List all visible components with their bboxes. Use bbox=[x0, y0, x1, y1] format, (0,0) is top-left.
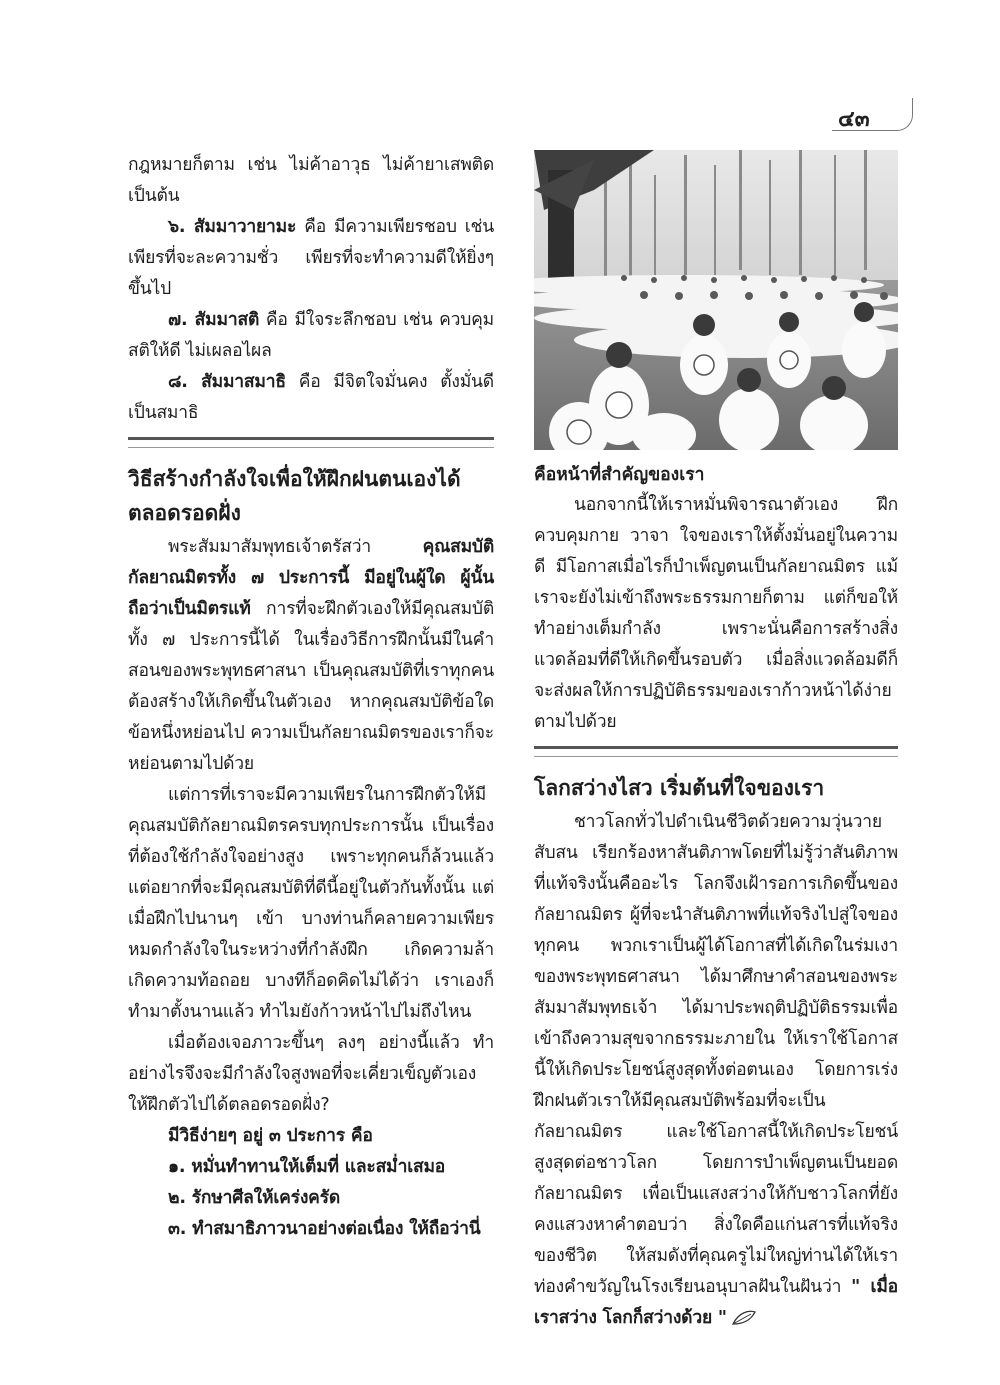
item-title: ๘. สัมมาสมาธิ bbox=[168, 372, 286, 392]
section-heading: วิธีสร้างกำลังใจเพื่อให้ฝึกฝนตนเองได้ตลอดรอดฝั่ง bbox=[128, 467, 461, 525]
paragraph-lead: พระสัมมาสัมพุทธเจ้าตรัสว่า bbox=[168, 537, 423, 557]
paragraph-text: ชาวโลกทั่วไปดำเนินชีวิตด้วยความวุ่นวาย สับสน เรียกร้องหาสันติภาพโดยที่ไม่รู้ว่าสันติภาพที่แท้จริงนั้นคืออะไร โลกจึงเฝ้ารอการเกิดขึ้นของกัลยาณมิตร ผู้ที่จะนำสันติภาพที่แท้จริงไปสู่ใจของทุกคน พวกเราเป็นผู้ได้โอกาสที่ได้เกิดในร่มเงาของพระพุทธศาสนา ได้มาศึกษาคำสอนของพระสัมมาสัมพุทธเจ้า ได้มาประพฤติปฏิบัติธรรมเพื่อเข้าถึงความสุขจากธรรมะภายใน ให้เราใช้โอกาสนี้ให้เกิดประโยชน์สูงสุดทั้งต่อตนเอง โดยการเร่งฝึกฝนตัวเราให้มีคุณสมบัติพร้อมที่จะเป็นกัลยาณมิตร และใช้โอกาสนี้ให้เกิดประโยชน์สูงสุดต่อชาวโลก โดยการบำเพ็ญตนเป็นยอดกัลยาณมิตร เพื่อเป็นแสงสว่างให้กับชาวโลกที่ยังคงแสวงหาคำตอบว่า สิ่งใดคือแก่นสารที่แท้จริงของชีวิต ให้สมดังที่คุณครูไม่ใหญ่ท่านได้ให้เราท่องคำขวัญในโรงเรียนอนุบาลฝันในฝันว่า bbox=[534, 812, 898, 1297]
item-title: ๗. สัมมาสติ bbox=[168, 310, 260, 330]
section-divider bbox=[128, 437, 494, 448]
item-text: คือ มีจิตใจมั่นคง ตั้งมั่นดี เป็นสมาธิ bbox=[128, 372, 494, 423]
left-column bbox=[128, 150, 494, 1245]
paragraph: เมื่อต้องเจอภาวะขึ้นๆ ลงๆ อย่างนี้แล้ว ทำอย่างไรจึงจะมีกำลังใจสูงพอที่จะเคี่ยวเข็ญตัวเองให้ฝึกตัวไปได้ตลอดรอดฝั่ง? bbox=[128, 1033, 494, 1115]
list-item: ๑. หมั่นทำทานให้เต็มที่ และสม่ำเสมอ bbox=[168, 1157, 446, 1177]
leaf-ornament-icon bbox=[731, 1310, 757, 1326]
paragraph bbox=[534, 807, 898, 1334]
item-text: คือ มีใจระลึกชอบ เช่น ควบคุมสติให้ดี ไม่เผลอไผล bbox=[128, 310, 494, 361]
list-item-7 bbox=[128, 305, 494, 367]
list-item: ๒. รักษาศีลให้เคร่งครัด bbox=[168, 1188, 341, 1208]
list-item-6 bbox=[128, 212, 494, 305]
paragraph-rest: การที่จะฝึกตัวเองให้มีคุณสมบัติทั้ง ๗ ประการนี้ได้ ในเรื่องวิธีการฝึกนั้นมีในคำสอนของพระพุทธศาสนา เป็นคุณสมบัติที่เราทุกคนต้องสร้างให้เกิดขึ้นในตัวเอง หากคุณสมบัติข้อใดข้อหนึ่งหย่อนไป ความเป็นกัลยาณมิตรของเราก็จะหย่อนตามไปด้วย bbox=[128, 599, 494, 774]
paragraph: แต่การที่เราจะมีความเพียรในการฝึกตัวให้มีคุณสมบัติกัลยาณมิตรครบทุกประการนั้น เป็นเรื่องที่ต้องใช้กำลังใจอย่างสูง เพราะทุกคนก็ล้วนแล้วแต่อยากที่จะมีคุณสมบัติที่ดีนี้อยู่ในตัวกันทั้งนั้น แต่เมื่อฝึกไปนานๆ เข้า บางท่านก็คลายความเพียร หมดกำลังใจในระหว่างที่กำลังฝึก เกิดความล้า เกิดความท้อถอย บางทีก็อดคิดไม่ได้ว่า เราเองก็ทำมาตั้งนานแล้ว ทำไมยังก้าวหน้าไปไม่ถึงไหน bbox=[128, 785, 494, 1022]
list-item: ๓. ทำสมาธิภาวนาอย่างต่อเนื่อง ให้ถือว่านี่ bbox=[168, 1219, 481, 1239]
paragraph-emphasis: คุณสมบัติกัลยาณมิตรทั้ง ๗ ประการนี้ มีอยู่ในผู้ใด ผู้นั้นถือว่าเป็นมิตรแท้ bbox=[128, 537, 494, 619]
meditation-photo bbox=[534, 150, 898, 450]
paragraph: กฎหมายก็ตาม เช่น ไม่ค้าอาวุธ ไม่ค้ายาเสพติด เป็นต้น bbox=[128, 155, 494, 206]
paragraph bbox=[128, 532, 494, 780]
item-title: ๖. สัมมาวายามะ bbox=[168, 217, 297, 237]
closing-quote: " เมื่อเราสว่าง โลกก็สว่างด้วย " bbox=[534, 1277, 898, 1328]
section-heading: โลกสว่างไสว เริ่มต้นที่ใจของเรา bbox=[534, 776, 825, 800]
photo-caption: คือหน้าที่สำคัญของเรา bbox=[534, 465, 705, 485]
section-divider bbox=[534, 746, 898, 757]
list-item-8 bbox=[128, 367, 494, 429]
item-text: คือ มีความเพียรชอบ เช่น เพียรที่จะละความชั่ว เพียรที่จะทำความดีให้ยิ่งๆ ขึ้นไป bbox=[128, 217, 495, 299]
page-number: ๔๓ bbox=[838, 107, 870, 132]
paragraph: นอกจากนี้ให้เราหมั่นพิจารณาตัวเอง ฝึกควบคุมกาย วาจา ใจของเราให้ตั้งมั่นอยู่ในความดี มีโอกาสเมื่อไรก็บำเพ็ญตนเป็นกัลยาณมิตร แม้เราจะยังไม่เข้าถึงพระธรรมกายก็ตาม แต่ก็ขอให้ทำอย่างเต็มกำลัง เพราะนั่นคือการสร้างสิ่งแวดล้อมที่ดีให้เกิดขึ้นรอบตัว เมื่อสิ่งแวดล้อมดีก็จะส่งผลให้การปฏิบัติธรรมของเราก้าวหน้าได้ง่ายตามไปด้วย bbox=[534, 495, 898, 732]
method-list bbox=[128, 1121, 494, 1245]
list-intro: มีวิธีง่ายๆ อยู่ ๓ ประการ คือ bbox=[168, 1126, 373, 1146]
right-column bbox=[534, 150, 898, 1334]
